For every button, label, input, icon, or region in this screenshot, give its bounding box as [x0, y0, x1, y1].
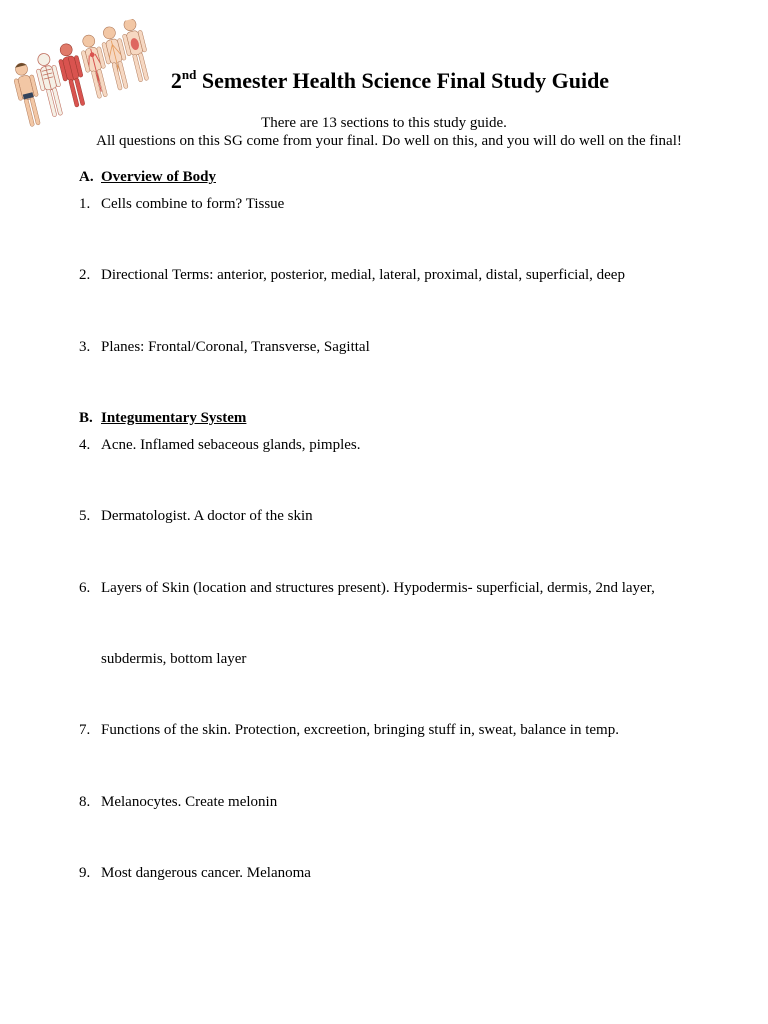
question-item [79, 579, 728, 597]
section-letter: A. [79, 169, 94, 185]
question-text: Functions of the skin. Protection, excreetion, bringing stuff in, sweat, balance in temp. [101, 722, 619, 738]
question-item [79, 864, 728, 882]
question-item [79, 793, 728, 811]
title-text: Semester Health Science Final Study Guide [196, 68, 610, 93]
question-text: Acne. Inflamed sebaceous glands, pimples. [101, 437, 361, 453]
title-superscript: nd [181, 67, 197, 82]
intro-line-2: All questions on this SG come from your final. Do well on this, and you will do well on the final! [96, 133, 682, 149]
question-item [79, 195, 728, 213]
question-number: 7. [79, 722, 91, 738]
section-heading-a [79, 168, 728, 186]
question-number: 3. [79, 339, 91, 355]
question-text: Cells combine to form? Tissue [101, 196, 285, 212]
intro-paragraph [0, 114, 768, 150]
question-text: Planes: Frontal/Coronal, Transverse, Sagittal [101, 339, 370, 355]
title-number: 2 [170, 68, 182, 93]
question-text: Most dangerous cancer. Melanoma [101, 865, 311, 881]
question-text-continuation: subdermis, bottom layer [101, 651, 247, 667]
question-text: Dermatologist. A doctor of the skin [101, 508, 313, 524]
section-title: Integumentary System [101, 410, 247, 426]
question-item [79, 507, 728, 525]
question-number: 4. [79, 437, 91, 453]
question-item [79, 721, 728, 739]
question-number: 8. [79, 794, 91, 810]
question-number: 1. [79, 196, 91, 212]
section-heading-b [79, 409, 728, 427]
question-number: 6. [79, 580, 91, 596]
question-item [79, 338, 728, 356]
question-number: 2. [79, 267, 91, 283]
section-title: Overview of Body [101, 169, 216, 185]
question-text: Directional Terms: anterior, posterior, medial, lateral, proximal, distal, superficial, deep [101, 267, 625, 283]
intro-line-1: There are 13 sections to this study guide. [261, 115, 507, 131]
question-item [79, 266, 728, 284]
question-text: Melanocytes. Create melonin [101, 794, 278, 810]
question-number: 9. [79, 865, 91, 881]
question-text: Layers of Skin (location and structures present). Hypodermis- superficial, dermis, 2nd layer, [101, 580, 655, 596]
page-title [0, 68, 768, 94]
section-letter: B. [79, 410, 93, 426]
question-number: 5. [79, 508, 91, 524]
question-item [79, 436, 728, 454]
